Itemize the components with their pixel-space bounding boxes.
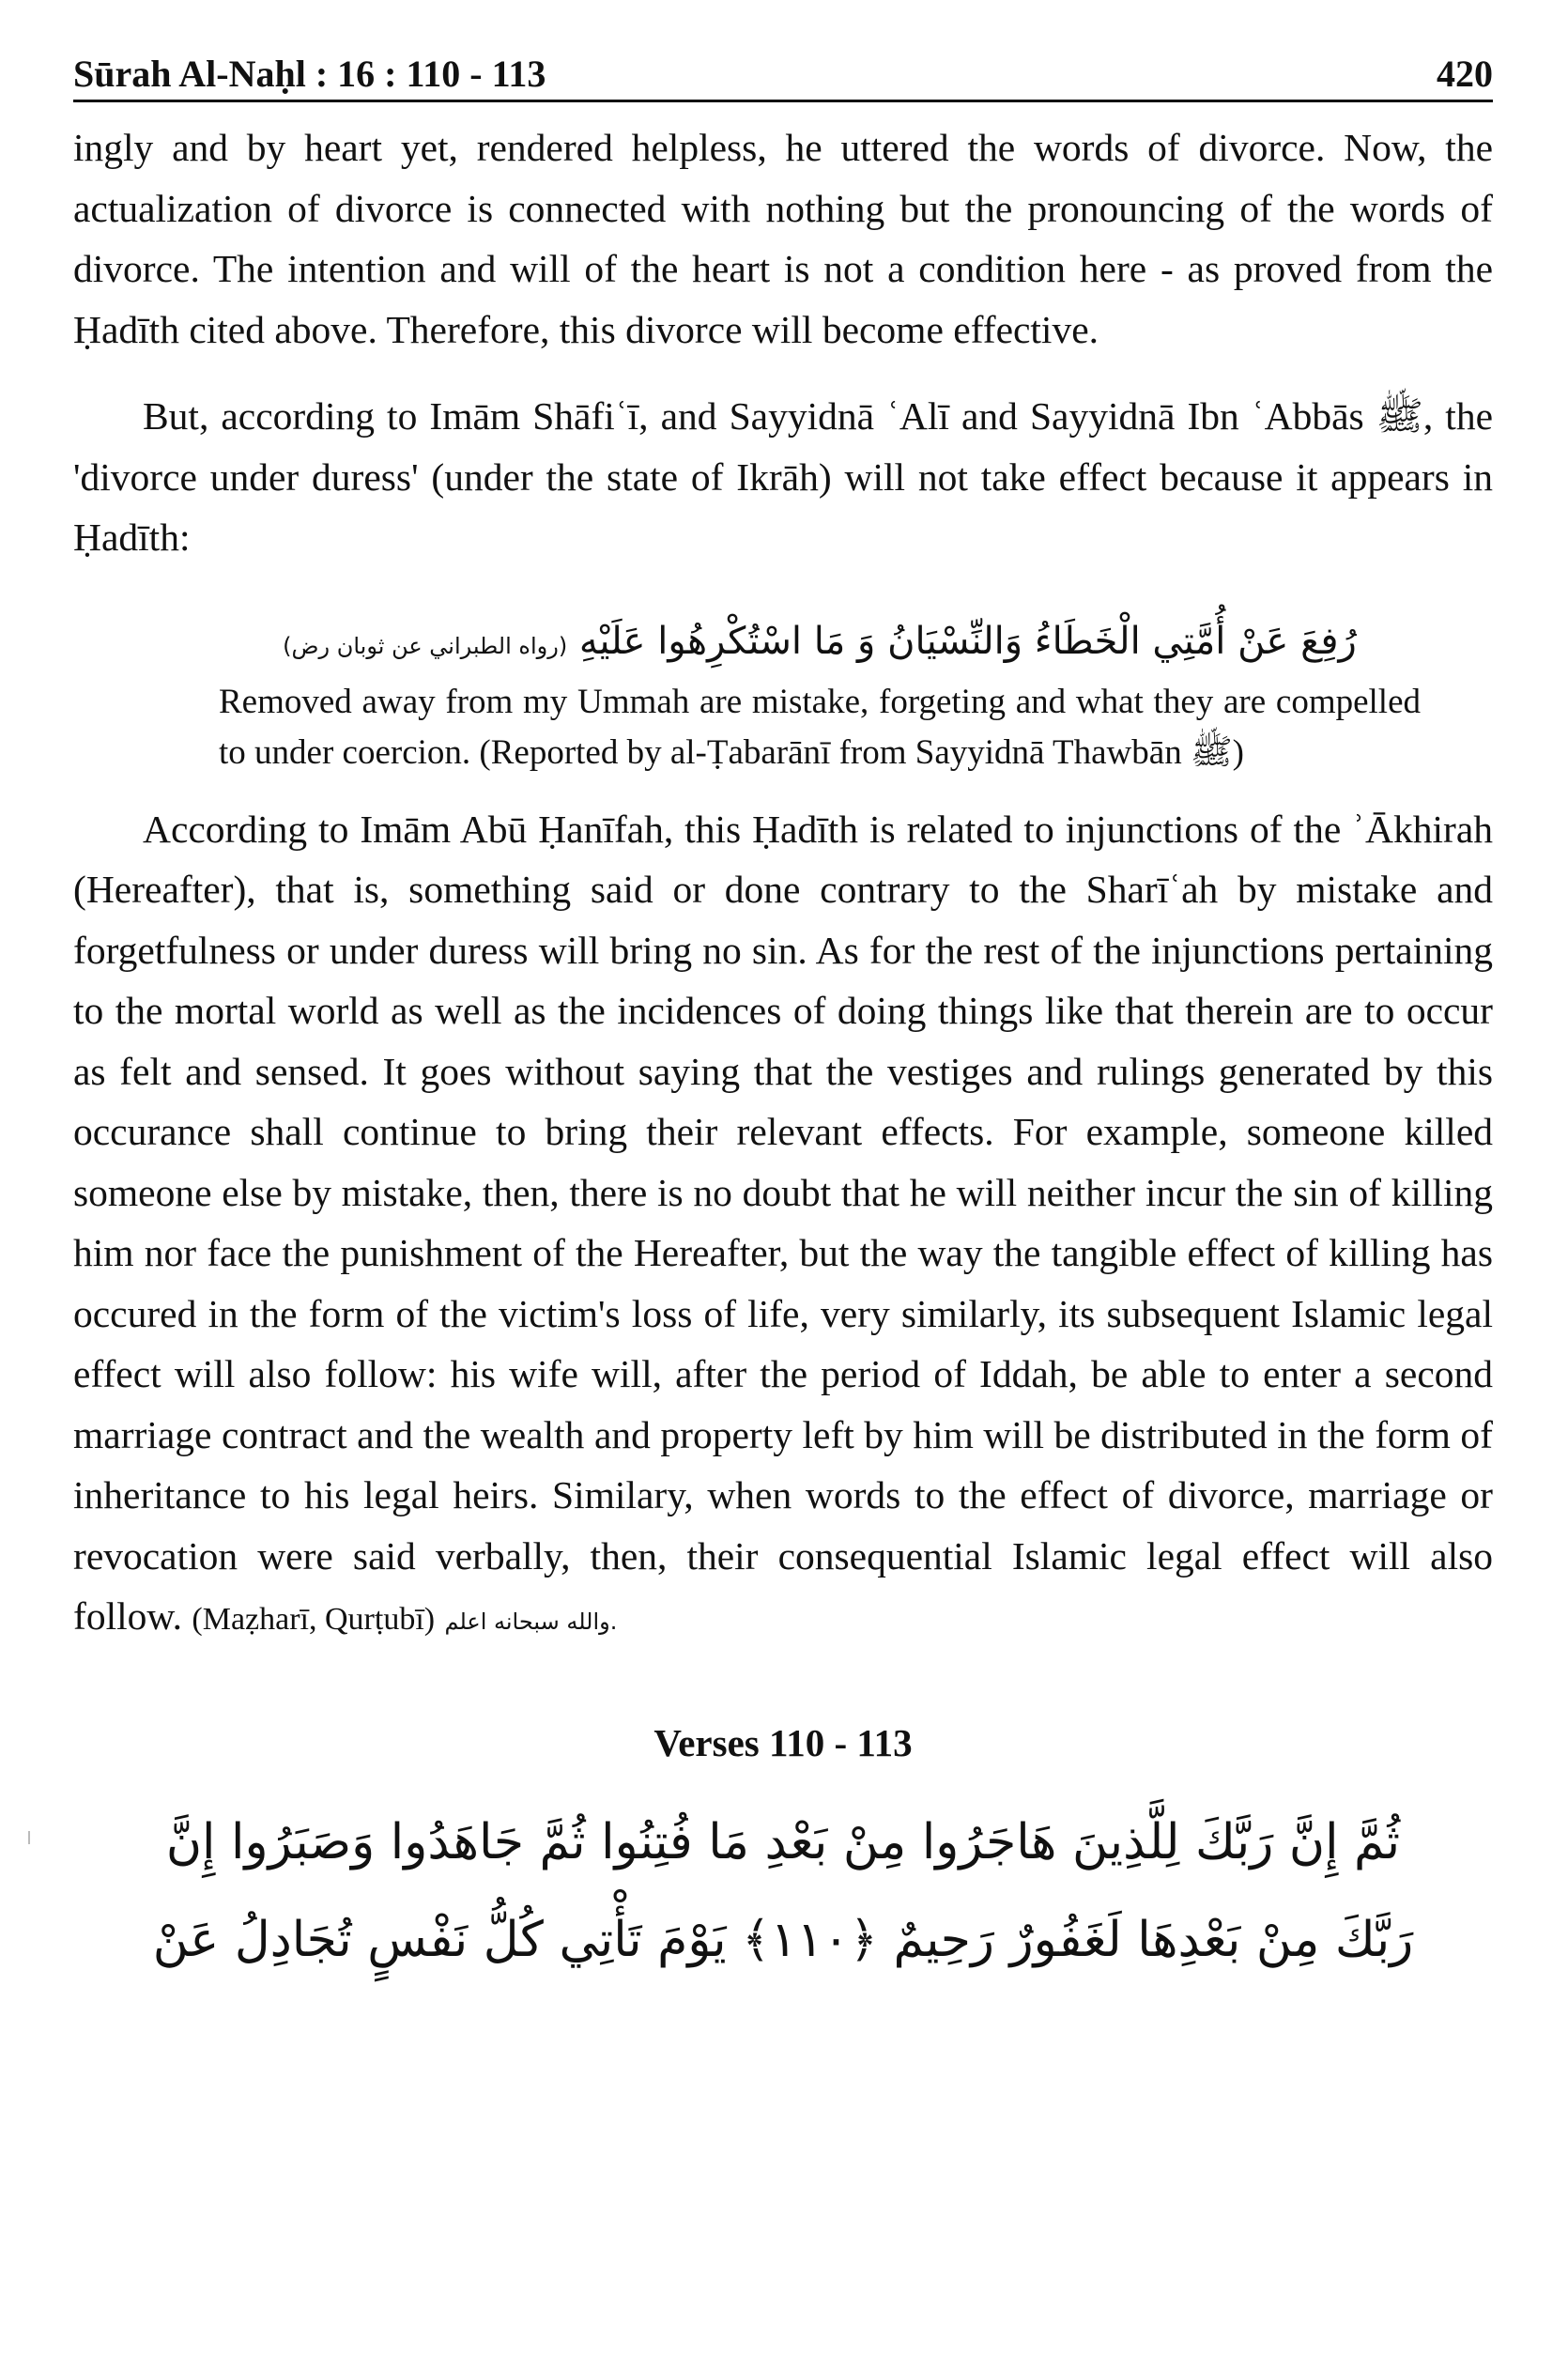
paragraph-3-arabic-close: والله سبحانه اعلم. xyxy=(444,1608,618,1635)
running-title: Sūrah Al-Naḥl : 16 : 110 - 113 xyxy=(73,53,546,95)
paragraph-3-reference: (Maẓharī, Qurṭubī) xyxy=(192,1602,436,1637)
hadith-arabic xyxy=(219,615,1421,671)
hadith-arabic-source: (رواه الطبراني عن ثوبان رض) xyxy=(283,632,568,659)
paragraph-1: ingly and by heart yet, rendered helpless, he uttered the words of divorce. Now, the actualization of divorce is connected with nothing but the pronouncing of the words of divorce. The intention and will of the heart is not a condition here - as proved from the Ḥadīth cited above. Therefore, this divorce will become effective. xyxy=(73,126,1493,351)
paragraph-3-text: According to Imām Abū Ḥanīfah, this Ḥadīth is related to injunctions of the ʾĀkhirah (Hereafter), that is, something said or done contrary to the Sharīʿah by mistake and forgetfulness or under duress will bring no sin. As for the rest of the injunctions pertaining to the mortal world as well as the incidences of doing things like that therein are to occur as felt and sensed. It goes without saying that the vestiges and rulings generated by this occurance shall continue to bring their relevant effects. For example, someone killed someone else by mistake, then, there is no doubt that he will neither incur the sin of killing him nor face the punishment of the Hereafter, but the way the tangible effect of killing has occured in the form of the victim's loss of life, very similarly, its subsequent Islamic legal effect will also follow: his wife will, after the period of Iddah, be able to enter a second marriage contract and the wealth and property left by him will be distributed in the form of inheritance to his legal heirs. Similary, when words to the effect of divorce, marriage or revocation were said verbally, then, their consequential Islamic legal effect will also follow. xyxy=(73,807,1493,1638)
verse-line-1: ثُمَّ إِنَّ رَبَّكَ لِلَّذِينَ هَاجَرُوا مِنْ بَعْدِ مَا فُتِنُوا ثُمَّ جَاهَدُوا وَصَبَرُوا إِنَّ xyxy=(165,1813,1401,1870)
book-page xyxy=(73,38,1493,1989)
page-header xyxy=(73,38,1493,102)
hadith-translation: Removed away from my Ummah are mistake, forgeting and what they are compelled to under coercion. (Reported by al-Ṭabarānī from Sayyidnā Thawbān ﷺ) xyxy=(219,682,1421,772)
verse-line-2: رَبَّكَ مِنْ بَعْدِهَا لَغَفُورٌ رَحِيمٌ ﴿١١٠﴾ يَوْمَ تَأْتِي كُلُّ نَفْسٍ تُجَادِلُ عَنْ xyxy=(152,1911,1414,1968)
hadith-arabic-text: رُفِعَ عَنْ أُمَّتِي الْخَطَاءُ وَالنِّسْيَانُ وَ مَا اسْتُكْرِهُوا عَلَيْهِ xyxy=(578,619,1357,663)
hadith-quote xyxy=(219,615,1421,778)
quran-verses xyxy=(73,1793,1493,1989)
paragraph-2: But, according to Imām Shāfiʿī, and Sayyidnā ʿAlī and Sayyidnā Ibn ʿAbbās ﷺ, the 'divorce under duress' (under the state of Ikrāh) will not take effect because it appears in Ḥadīth: xyxy=(73,394,1494,559)
margin-mark xyxy=(28,1831,30,1844)
paragraph-3 xyxy=(73,799,1493,1653)
page-number: 420 xyxy=(1437,53,1493,95)
verses-heading: Verses 110 - 113 xyxy=(653,1720,913,1764)
